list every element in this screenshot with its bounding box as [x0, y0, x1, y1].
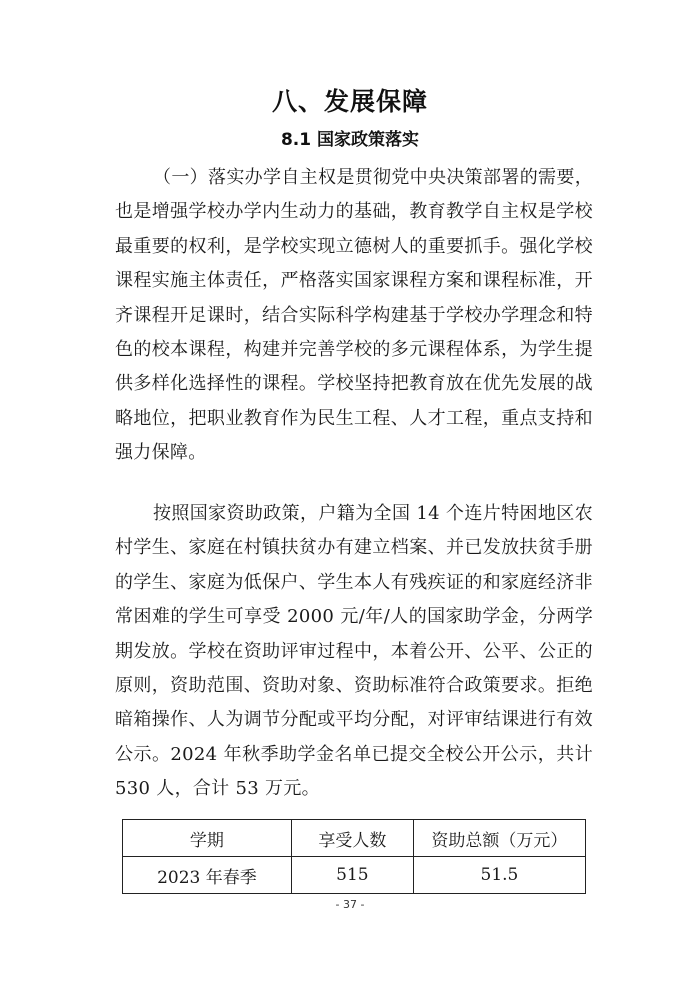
chapter-title: 八、发展保障 [271, 87, 428, 116]
table-cell-recipients: 515 [291, 857, 413, 894]
body-paragraph: （一）落实办学自主权是贯彻党中央决策部署的需要，也是增强学校办学内生动力的基础，教育教学自主权是学校最重要的权利，是学校实现立德树人的重要抓手。强化学校课程实施主体责任，严格落实国家课程方案和课程标准，开齐课程开足课时，结合实际科学构建基于学校办学理念和特色的校本课程，构建并完善学校的多元课程体系，为学生提供多样化选择性的课程。学校坚持把教育放在优先发展的战略地位，把职业教育作为民生工程、人才工程，重点支持和强力保障。 [115, 167, 593, 464]
body-paragraph: 按照国家资助政策，户籍为全国 14 个连片特困地区农村学生、家庭在村镇扶贫办有建立档案、并已发放扶贫手册的学生、家庭为低保户、学生本人有残疾证的和家庭经济非常困难的学生可享受 2000 元/年/人的国家助学金，分两学期发放。学校在资助评审过程中，本着公开、公平、公正的原则，资助范围、资助对象、资助标准符合政策要求。拒绝暗箱操作、人为调节分配或平均分配，对评审结课进行有效公示。2024 年秋季助学金名单已提交全校公开公示，共计 530 人，合计 53 万元。 [115, 503, 593, 800]
table-header-row [123, 820, 586, 857]
section-heading: 8.1 国家政策落实 [280, 130, 420, 150]
column-header-total-amount: 资助总额（万元） [413, 820, 585, 857]
aid-table [122, 819, 586, 894]
table-row [123, 857, 586, 894]
page-number: - 37 - [335, 898, 365, 911]
column-header-semester: 学期 [123, 820, 292, 857]
column-header-recipients: 享受人数 [291, 820, 413, 857]
table-cell-semester: 2023 年春季 [123, 857, 292, 894]
table-cell-total-amount: 51.5 [413, 857, 585, 894]
